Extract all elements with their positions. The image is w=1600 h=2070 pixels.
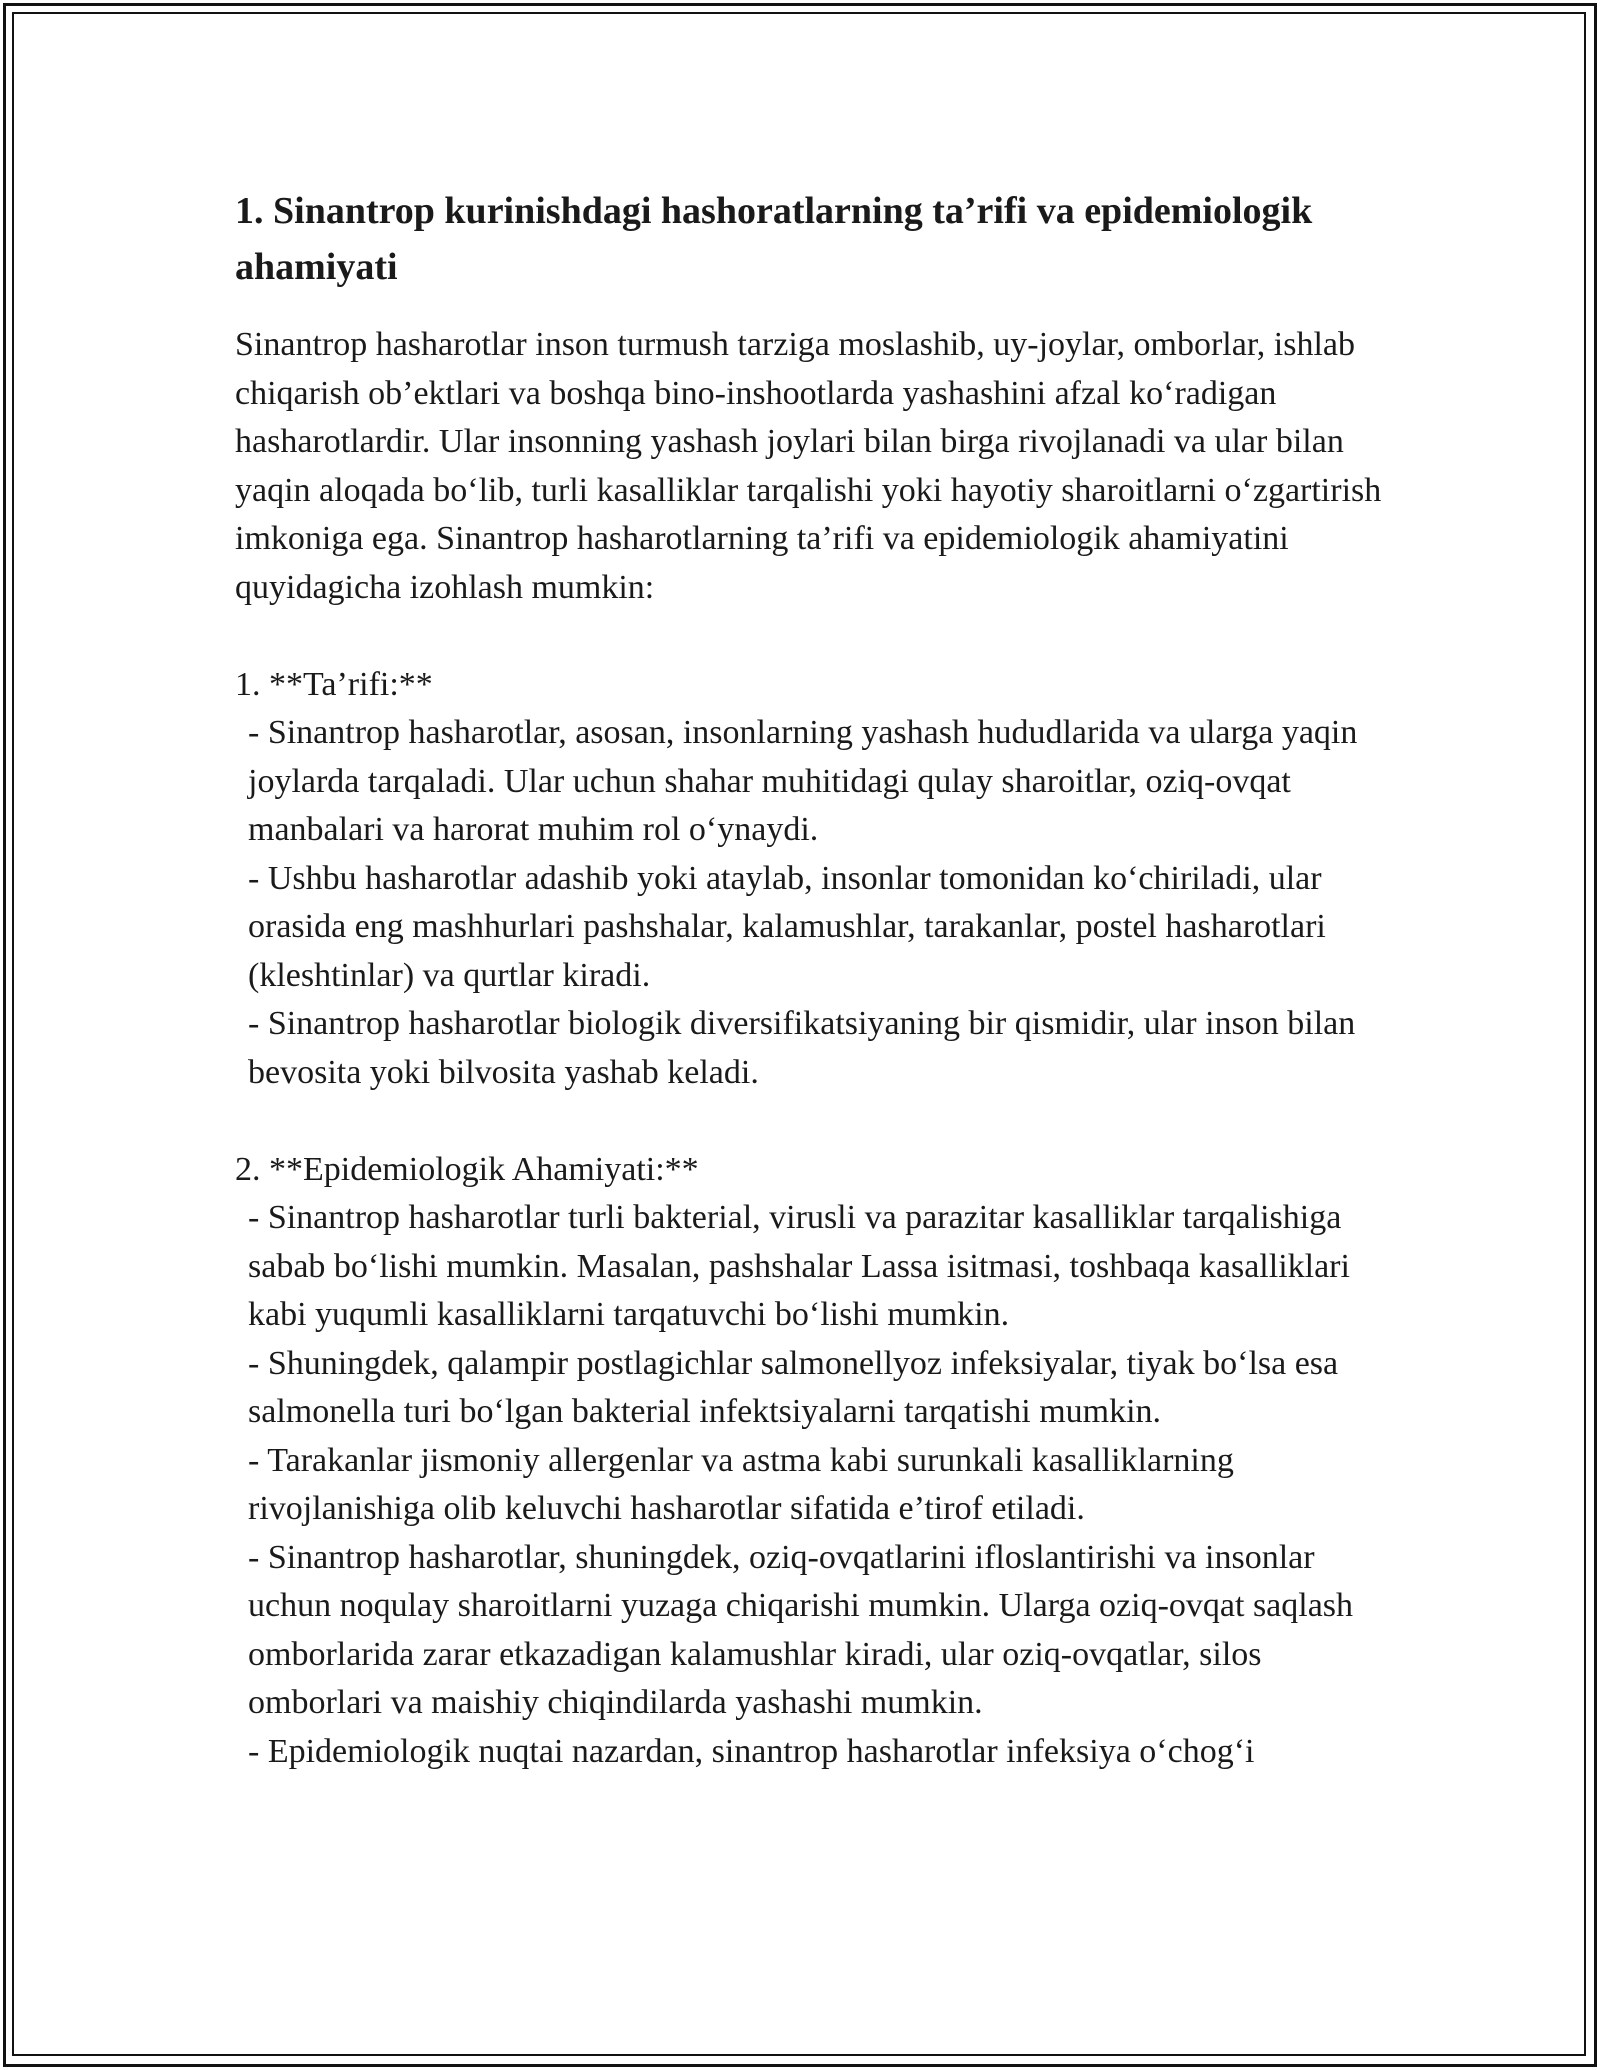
bullet-item: - Sinantrop hasharotlar, asosan, insonlarning yashash hududlarida va ularga yaqin joylarda tarqaladi. Ular uchun shahar muhitidagi qulay sharoitlar, oziq-ovqat manbalari va harorat muhim rol o‘ynaydi.: [248, 714, 1358, 848]
document-title: 1. Sinantrop kurinishdagi hashoratlarning ta’rifi va epidemiologik ahamiyati: [235, 190, 1313, 288]
bullet-item: - Sinantrop hasharotlar turli bakterial, virusli va parazitar kasalliklar tarqalishiga sabab bo‘lishi mumkin. Masalan, pashshalar Lassa isitmasi, toshbaqa kasalliklari kabi yuqumli kasalliklarni tarqatuvchi bo‘lishi mumkin.: [248, 1199, 1350, 1333]
section-definition: [235, 661, 1385, 1098]
bullet-item: - Shuningdek, qalampir postlagichlar salmonellyoz infeksiyalar, tiyak bo‘lsa esa salmonella turi bo‘lgan bakterial infektsiyalarni tarqatishi mumkin.: [248, 1344, 1339, 1430]
bullet-item: - Sinantrop hasharotlar biologik diversifikatsiyaning bir qismidir, ular inson bilan bevosita yoki bilvosita yashab keladi.: [248, 1005, 1356, 1091]
bullet-item: - Epidemiologik nuqtai nazardan, sinantrop hasharotlar infeksiya o‘chog‘i: [248, 1732, 1255, 1770]
bullet-item: - Ushbu hasharotlar adashib yoki ataylab, insonlar tomonidan ko‘chiriladi, ular orasida eng mashhurlari pashshalar, kalamushlar, tarakanlar, postel hasharotlari (kleshtinlar) va qurtlar kiradi.: [248, 859, 1326, 994]
bullet-item: - Tarakanlar jismoniy allergenlar va astma kabi surunkali kasalliklarning rivojlanishiga olib keluvchi hasharotlar sifatida e’tirof etiladi.: [248, 1441, 1234, 1527]
section-heading-epidemiology: 2. **Epidemiologik Ahamiyati:**: [235, 1150, 699, 1188]
bullet-item: - Sinantrop hasharotlar, shuningdek, oziq-ovqatlarini ifloslantirishi va insonlar uchun noqulay sharoitlarni yuzaga chiqarishi mumkin. Ularga oziq-ovqat saqlash omborlarida zarar etkazadigan kalamushlar kiradi, ular oziq-ovqatlar, silos omborlari va maishiy chiqindilarda yashashi mumkin.: [248, 1538, 1354, 1721]
intro-paragraph: Sinantrop hasharotlar inson turmush tarziga moslashib, uy-joylar, omborlar, ishlab chiqarish ob’ektlari va boshqa bino-inshootlarda yashashini afzal ko‘radigan hasharotlardir. Ular insonning yashash joylari bilan birga rivojlanadi va ular bilan yaqin aloqada bo‘lib, turli kasalliklar tarqalishi yoki hayotiy sharoitlarni o‘zgartirish imkoniga ega. Sinantrop hasharotlarning ta’rifi va epidemiologik ahamiyatini quyidagicha izohlash mumkin:: [235, 326, 1382, 606]
section-heading-definition: 1. **Ta’rifi:**: [235, 665, 433, 703]
section-epidemiology: [235, 1146, 1385, 1777]
document-body: [235, 183, 1385, 1776]
